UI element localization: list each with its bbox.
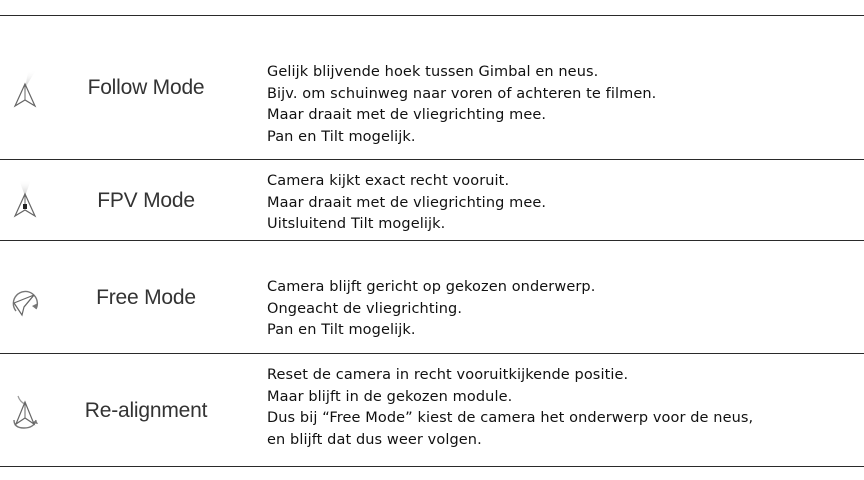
mode-row-realignment: [0, 354, 864, 466]
mode-description: [267, 365, 753, 451]
description-line: Maar draait met de vliegrichting mee.: [267, 194, 547, 211]
description-line: Reset de camera in recht vooruitkijkende positie.: [267, 367, 629, 383]
description-line: Camera blijft gericht op gekozen onderwerp.: [267, 279, 596, 295]
description-line: Uitsluitend Tilt mogelijk.: [267, 216, 446, 232]
description-line: Pan en Tilt mogelijk.: [267, 322, 416, 338]
drone-arrow-with-realign-curve-icon: [8, 390, 42, 430]
mode-title: FPV Mode: [97, 189, 195, 212]
description-line: Maar blijft in de gekozen module.: [267, 388, 513, 405]
description-line: Bijv. om schuinweg naar voren of achteren te filmen.: [267, 85, 657, 102]
description-line: Dus bij “Free Mode” kiest de camera het onderwerp voor de neus,: [267, 410, 754, 426]
description-line: Maar draait met de vliegrichting mee.: [267, 107, 547, 123]
description-line: en blijft dat dus weer volgen.: [267, 431, 482, 448]
mode-row-free: [0, 241, 864, 353]
mode-title: Free Mode: [96, 286, 196, 309]
mode-description: [267, 171, 546, 236]
description-line: Pan en Tilt mogelijk.: [267, 128, 416, 145]
mode-description: [267, 62, 656, 148]
separator-bottom: [0, 466, 864, 467]
mode-title: Follow Mode: [87, 76, 205, 99]
drone-arrow-with-light-beam-icon: [8, 70, 42, 110]
mode-title: Re-alignment: [84, 399, 208, 422]
drone-arrow-with-camera-beam-icon: [8, 180, 42, 220]
description-line: Camera kijkt exact recht vooruit.: [267, 173, 510, 189]
mode-row-follow: [0, 16, 864, 159]
description-line: Gelijk blijvende hoek tussen Gimbal en neus.: [267, 64, 599, 80]
mode-row-fpv: [0, 160, 864, 240]
mode-description: [267, 277, 595, 342]
drone-arrow-with-rotation-circle-icon: [8, 281, 42, 321]
description-line: Ongeacht de vliegrichting.: [267, 300, 463, 317]
